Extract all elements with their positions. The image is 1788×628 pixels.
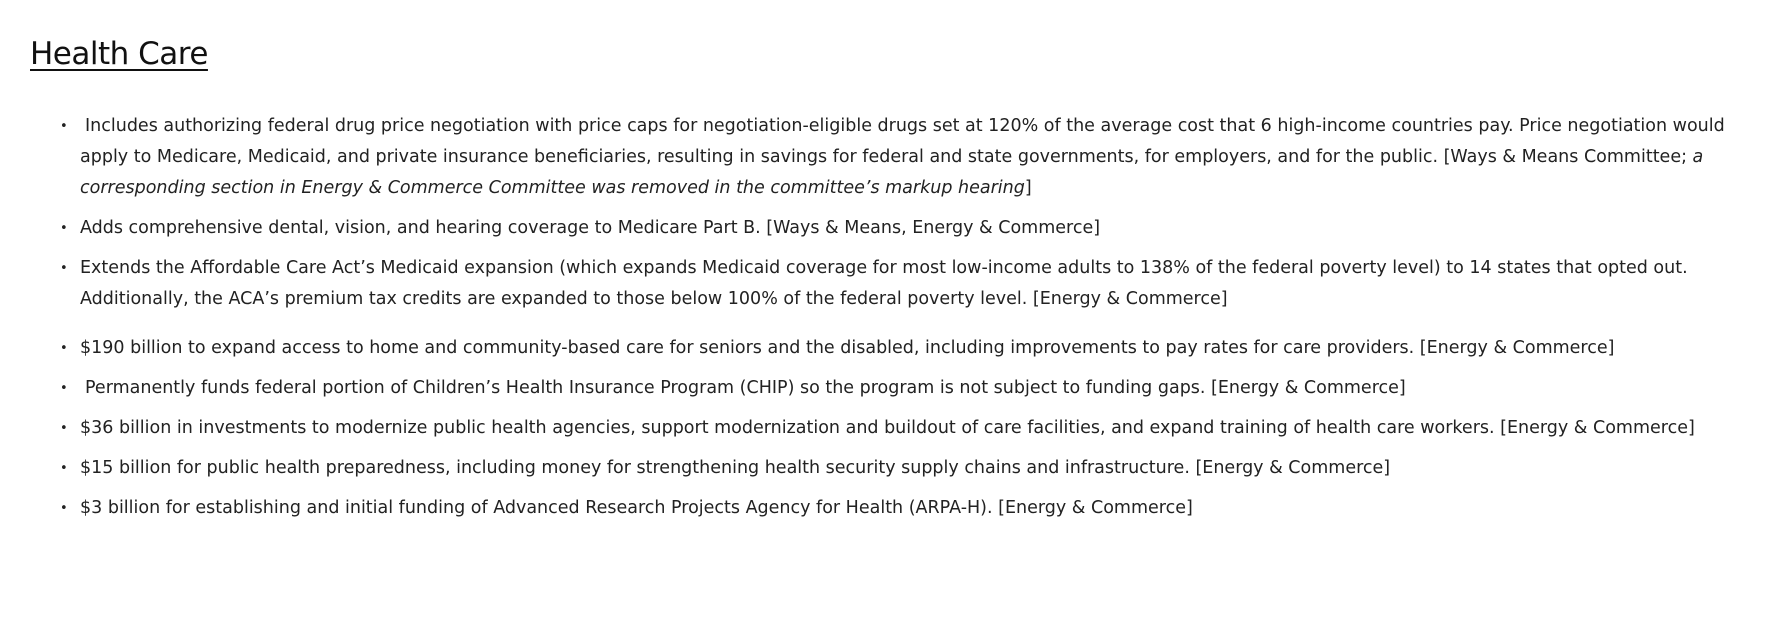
list-item-text: Includes authorizing federal drug price negotiation with price caps for negotiation-eligible drugs set at 120% of the average cost that 6 high-income countries pay. Price negotiation would apply to Medicare, Medicaid, and private insurance beneficiaries, resulting in savings for federal and state governments, for employers, and for the public. [Ways & Means Committee;	[80, 116, 1725, 167]
list-item-text-tail: ]	[1024, 178, 1032, 198]
list-item-text: Extends the Affordable Care Act’s Medicaid expansion (which expands Medicaid coverage for most low-income adults to 138% of the federal poverty level) to 14 states that opted out. Additionally, the ACA’s premium tax credits are expanded to those below 100% of the federal poverty level. [Energy & Commerce]	[80, 258, 1688, 309]
list-item-text: Permanently funds federal portion of Children’s Health Insurance Program (CHIP) so the program is not subject to funding gaps. [Energy & Commerce]	[85, 378, 1406, 398]
bullet-icon: •	[60, 261, 68, 276]
list-item	[30, 333, 1760, 364]
list-item	[30, 111, 1760, 204]
list-item-text: $15 billion for public health preparedness, including money for strengthening health security supply chains and infrastructure. [Energy & Commerce]	[80, 458, 1391, 478]
list-item-text: Adds comprehensive dental, vision, and hearing coverage to Medicare Part B. [Ways & Means, Energy & Commerce]	[80, 218, 1101, 238]
list-item	[30, 373, 1760, 404]
bullet-icon: •	[60, 421, 68, 436]
bullet-icon: •	[60, 381, 68, 396]
list-item	[30, 413, 1760, 444]
list-item	[30, 253, 1760, 315]
bullet-icon: •	[60, 221, 68, 236]
bullet-icon: •	[60, 461, 68, 476]
list-item-text: $36 billion in investments to modernize public health agencies, support modernization and buildout of care facilities, and expand training of health care workers. [Energy & Commerce]	[80, 418, 1695, 438]
bullet-icon: •	[60, 501, 68, 516]
document-page	[30, 30, 1760, 533]
bullet-icon: •	[60, 341, 68, 356]
list-item	[30, 213, 1760, 244]
list-item-italic-note: a corresponding section in Energy & Commerce Committee was removed in the committee’s markup hearing	[80, 147, 1704, 198]
list-item-text: $190 billion to expand access to home and community-based care for seniors and the disabled, including improvements to pay rates for care providers. [Energy & Commerce]	[80, 338, 1615, 358]
section-title: Health Care	[30, 36, 208, 72]
bullet-list	[30, 111, 1760, 524]
list-item-text: $3 billion for establishing and initial funding of Advanced Research Projects Agency for Health (ARPA-H). [Energy & Commerce]	[80, 498, 1193, 518]
list-item	[30, 453, 1760, 484]
bullet-icon: •	[60, 119, 68, 134]
list-item	[30, 493, 1760, 524]
